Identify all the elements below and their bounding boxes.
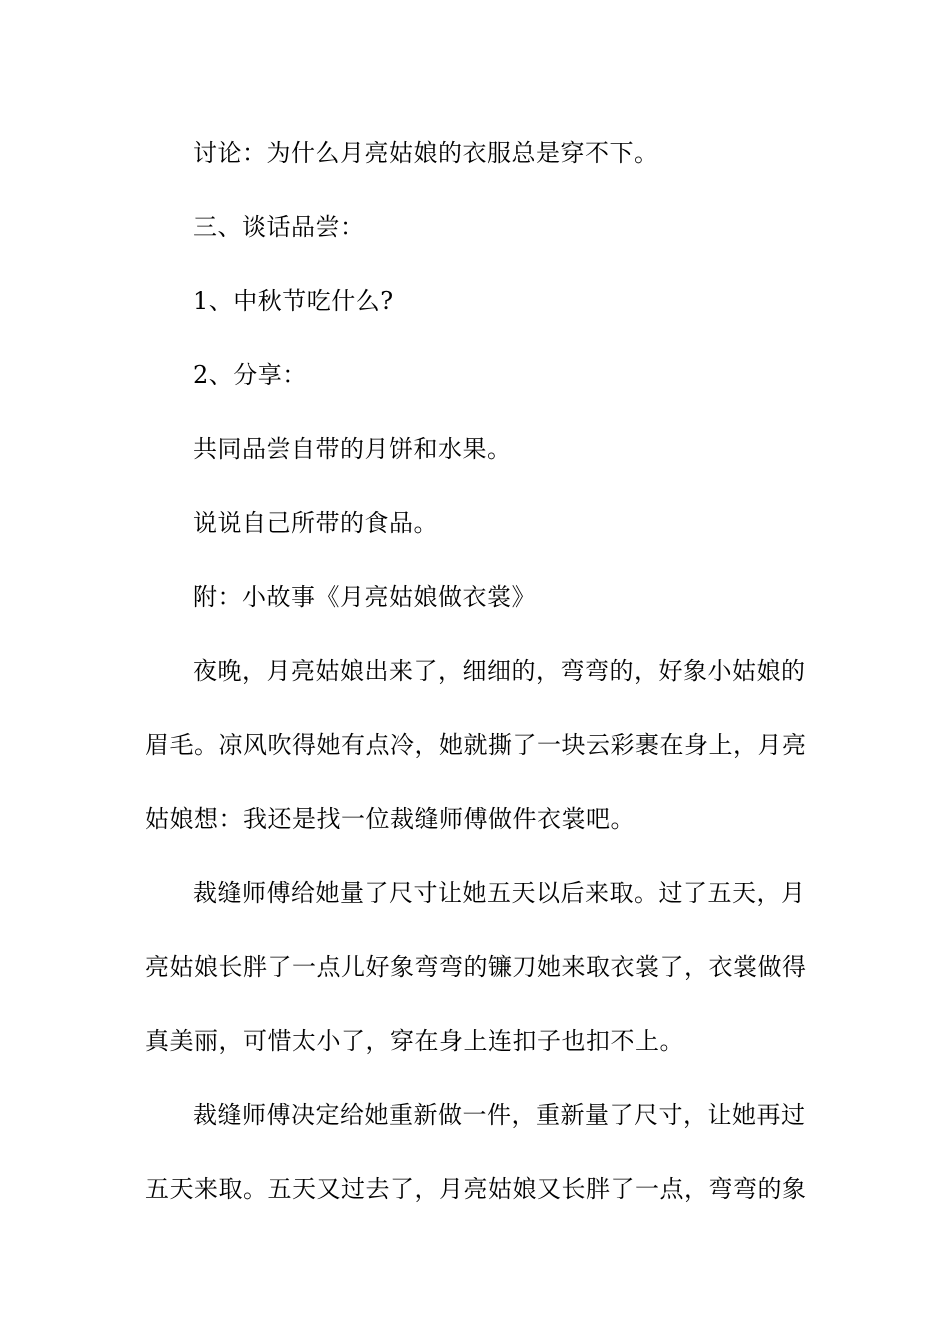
text-line: 共同品尝自带的月饼和水果。	[193, 435, 512, 463]
text-line: 1、中秋节吃什么?	[193, 287, 394, 315]
paragraph-line: 裁缝师傅决定给她重新做一件，重新量了尺寸，让她再过	[193, 1101, 806, 1129]
section-heading: 三、谈话品尝：	[193, 213, 365, 241]
paragraph-line: 五天来取。五天又过去了，月亮姑娘又长胖了一点，弯弯的象	[145, 1175, 807, 1203]
paragraph-line: 眉毛。凉风吹得她有点冷，她就撕了一块云彩裹在身上，月亮	[145, 731, 807, 759]
story-title: 附：小故事《月亮姑娘做衣裳》	[193, 583, 536, 611]
paragraph-line: 亮姑娘长胖了一点儿好象弯弯的镰刀她来取衣裳了，衣裳做得	[145, 953, 807, 981]
text-line: 讨论：为什么月亮姑娘的衣服总是穿不下。	[193, 139, 659, 167]
text-line: 说说自己所带的食品。	[193, 509, 438, 537]
paragraph-line: 真美丽，可惜太小了，穿在身上连扣子也扣不上。	[145, 1027, 684, 1055]
paragraph-line: 姑娘想：我还是找一位裁缝师傅做件衣裳吧。	[145, 805, 635, 833]
text-line: 2、分享：	[193, 361, 307, 389]
paragraph-line: 夜晚，月亮姑娘出来了，细细的，弯弯的，好象小姑娘的	[193, 657, 806, 685]
paragraph-line: 裁缝师傅给她量了尺寸让她五天以后来取。过了五天，月	[193, 879, 806, 907]
